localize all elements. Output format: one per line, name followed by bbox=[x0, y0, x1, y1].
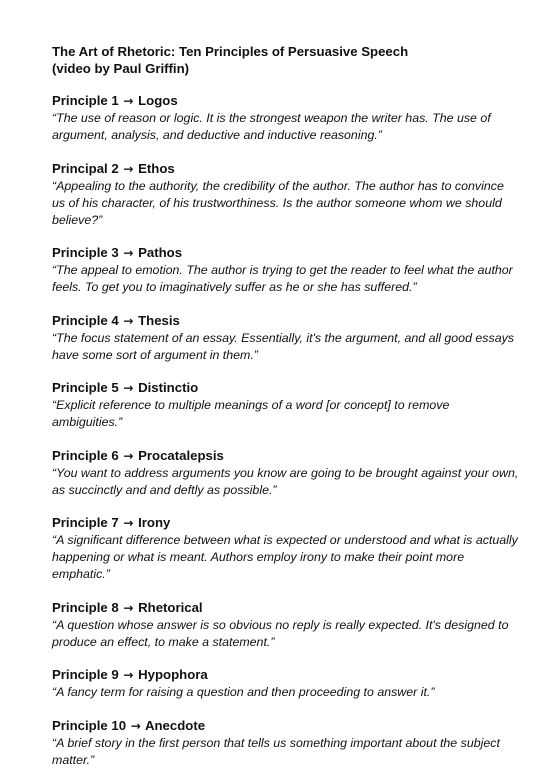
principle-term: Logos bbox=[138, 93, 178, 108]
right-arrow-icon: → bbox=[123, 313, 134, 328]
principle-quote: “A question whose answer is so obvious no reply is really expected. It's designed to produce an effect, to make a statement.” bbox=[52, 617, 509, 649]
principle-3 bbox=[52, 244, 520, 296]
principle-10 bbox=[52, 717, 520, 769]
principle-term: Anecdote bbox=[144, 717, 206, 733]
document-title bbox=[52, 43, 520, 77]
principle-quote: “The use of reason or logic. It is the strongest weapon the writer has. The use of argument, analysis, and deductive and inductive reasoning.” bbox=[52, 111, 491, 142]
principle-label: Principle 3 bbox=[52, 245, 119, 260]
principle-quote: “Appealing to the authority, the credibility of the author. The author has to convince us of his character, of his trustworthiness. Is the author someone whom we should believe?” bbox=[52, 178, 504, 227]
principle-8 bbox=[52, 599, 520, 651]
principle-heading bbox=[52, 599, 520, 617]
principle-quote: “A significant difference between what is expected or understood and what is actually happening or what is meant. Authors employ irony to make their point more emphatic.” bbox=[52, 533, 518, 581]
principle-quote: “The appeal to emotion. The author is trying to get the reader to feel what the author feels. To get you to imaginatively suffer as he or she has suffered.” bbox=[52, 263, 513, 294]
principle-heading bbox=[52, 447, 520, 465]
principle-label: Principle 10 bbox=[52, 717, 127, 733]
principle-quote: “Explicit reference to multiple meanings of a word [or concept] to remove ambiguities.” bbox=[52, 398, 450, 429]
document-title-line-2: (video by Paul Griffin) bbox=[52, 61, 190, 76]
principle-term: Pathos bbox=[138, 245, 183, 260]
principle-label: Principle 6 bbox=[52, 447, 119, 463]
right-arrow-icon: → bbox=[123, 448, 134, 463]
principle-4 bbox=[52, 312, 520, 364]
right-arrow-icon: → bbox=[123, 94, 134, 108]
right-arrow-icon: → bbox=[123, 161, 134, 176]
right-arrow-icon: → bbox=[123, 668, 134, 682]
principle-quote: “You want to address arguments you know are going to be brought against your own, as succinctly and and deftly as possible.” bbox=[52, 465, 519, 497]
principle-label: Principal 2 bbox=[52, 160, 119, 176]
principle-heading bbox=[52, 717, 520, 735]
principle-term: Hypophora bbox=[138, 667, 208, 682]
principle-2 bbox=[52, 160, 520, 229]
principle-6 bbox=[52, 447, 520, 499]
principle-heading bbox=[52, 160, 520, 178]
principle-heading bbox=[52, 514, 520, 532]
principle-term: Irony bbox=[138, 515, 171, 530]
principle-heading bbox=[52, 92, 520, 110]
principle-1 bbox=[52, 92, 520, 144]
right-arrow-icon: → bbox=[123, 516, 134, 530]
right-arrow-icon: → bbox=[130, 718, 141, 733]
principle-5 bbox=[52, 379, 520, 431]
principle-term: Distinctio bbox=[138, 380, 199, 395]
principle-label: Principle 9 bbox=[52, 667, 119, 682]
right-arrow-icon: → bbox=[123, 600, 134, 615]
principle-term: Ethos bbox=[138, 160, 175, 176]
principle-label: Principle 8 bbox=[52, 599, 119, 615]
principle-heading bbox=[52, 379, 520, 397]
principle-term: Thesis bbox=[138, 312, 180, 328]
principle-term: Procatalepsis bbox=[138, 447, 224, 463]
right-arrow-icon: → bbox=[123, 246, 134, 260]
principle-term: Rhetorical bbox=[138, 599, 203, 615]
document-title-line-1: The Art of Rhetoric: Ten Principles of Persuasive Speech bbox=[52, 44, 409, 59]
principle-quote: “The focus statement of an essay. Essentially, it's the argument, and all good essays have some sort of argument in them.” bbox=[52, 330, 514, 362]
principle-label: Principle 4 bbox=[52, 312, 119, 328]
principle-heading bbox=[52, 244, 520, 262]
principle-quote: “A fancy term for raising a question and then proceeding to answer it.” bbox=[52, 685, 435, 699]
principle-label: Principle 7 bbox=[52, 515, 119, 530]
principle-heading bbox=[52, 666, 520, 684]
principle-quote: “A brief story in the first person that tells us something important about the subject matter.” bbox=[52, 735, 500, 767]
principle-9 bbox=[52, 666, 520, 701]
principle-7 bbox=[52, 514, 520, 583]
principle-heading bbox=[52, 312, 520, 330]
principle-label: Principle 5 bbox=[52, 380, 119, 395]
right-arrow-icon: → bbox=[123, 381, 134, 395]
principle-label: Principle 1 bbox=[52, 93, 119, 108]
